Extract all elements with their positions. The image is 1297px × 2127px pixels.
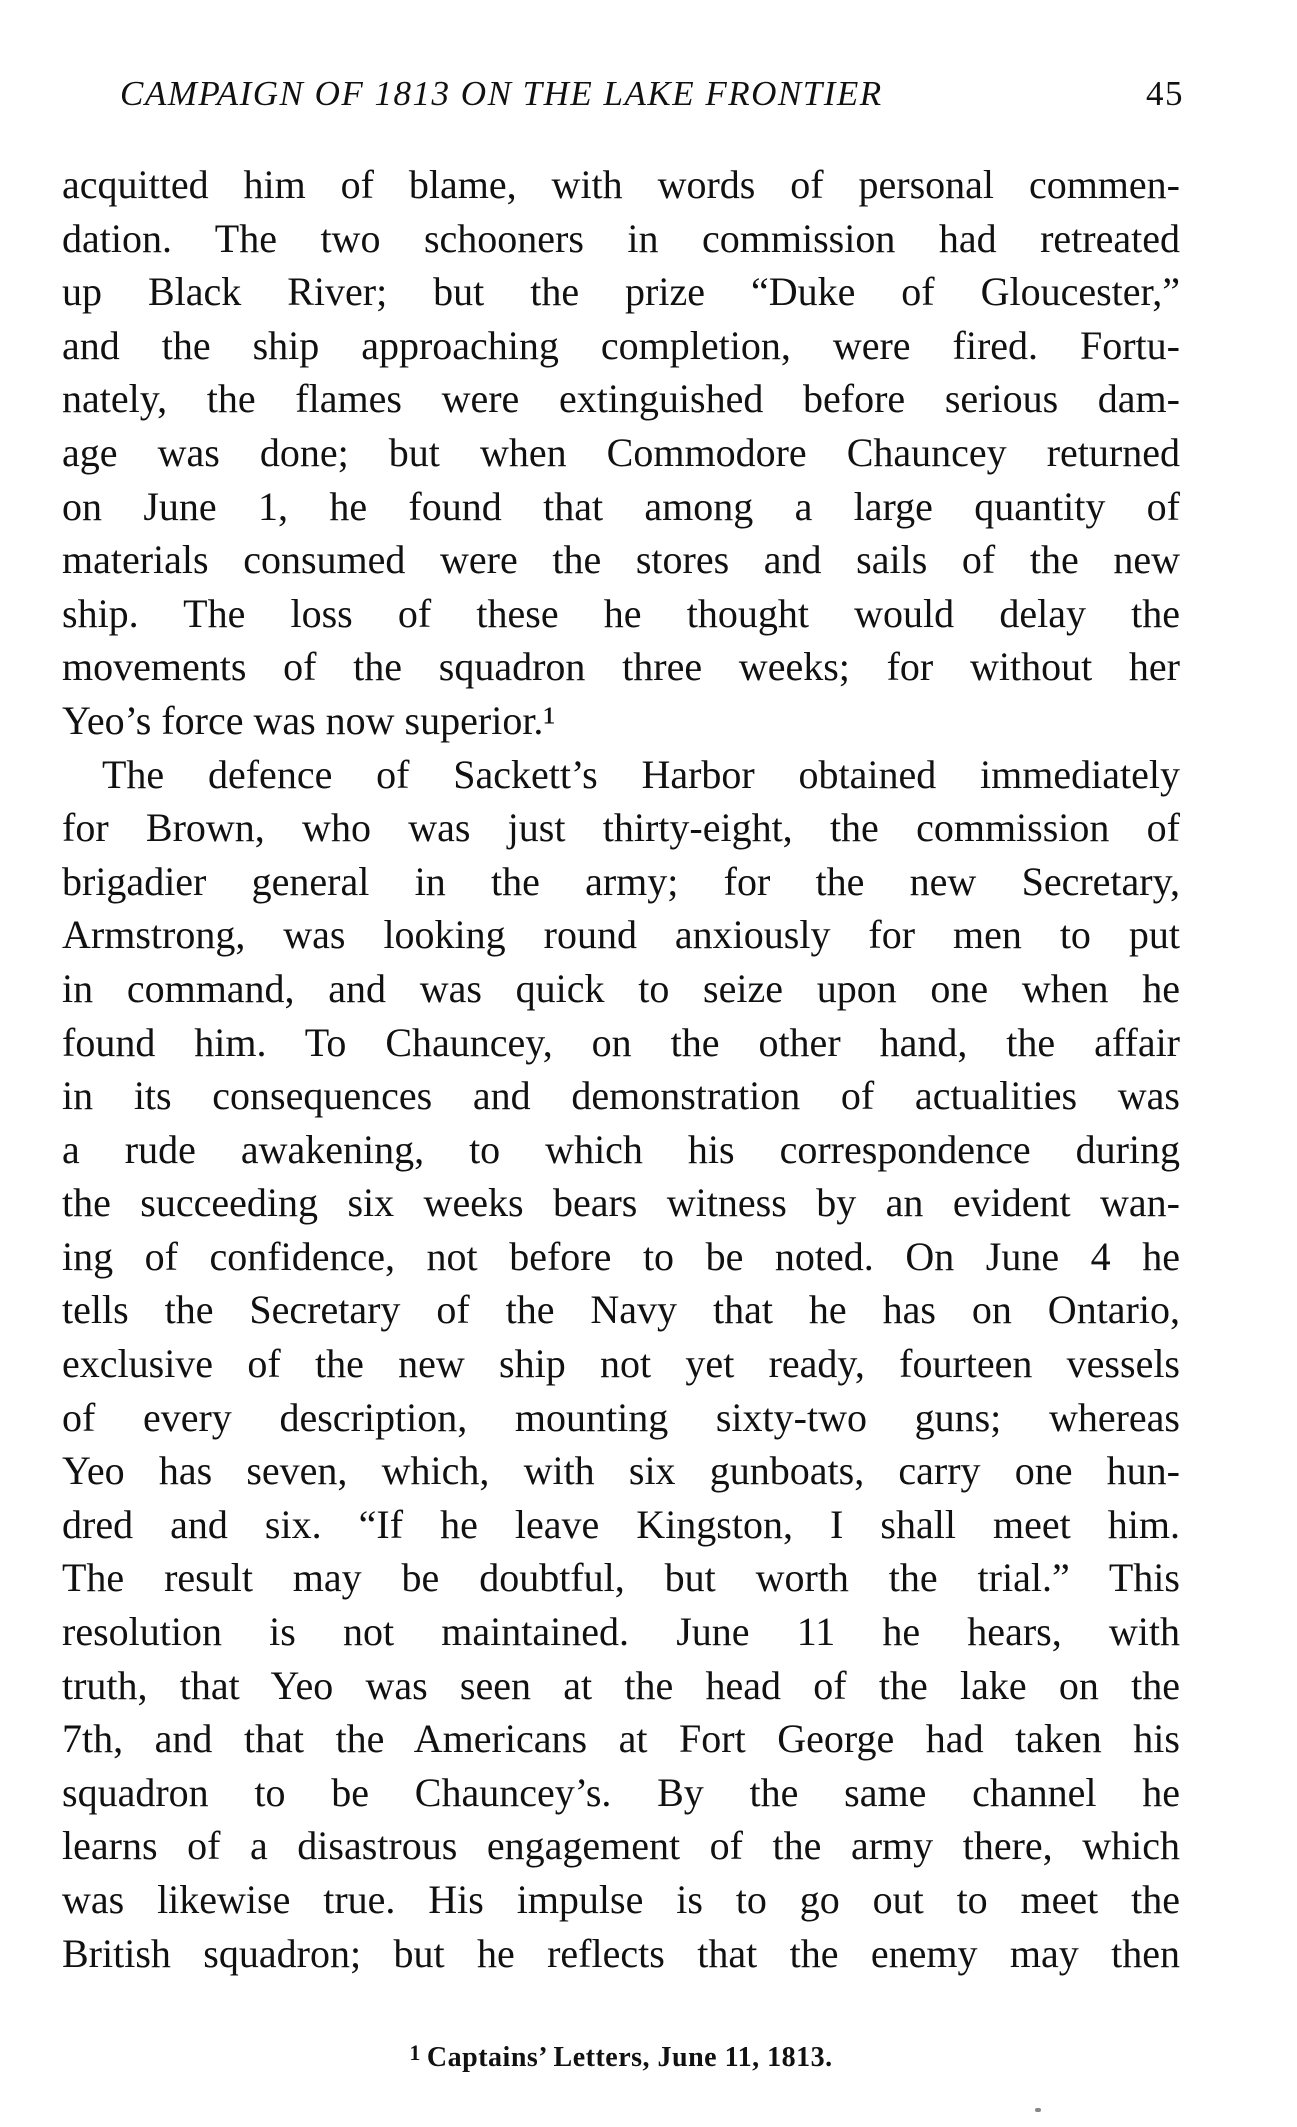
text-line: materials consumed were the stores and sails of the new <box>62 537 1180 583</box>
text-line: of every description, mounting sixty-two guns; whereas <box>62 1394 1180 1440</box>
text-line: movements of the squadron three weeks; for without her <box>62 644 1180 690</box>
footnote <box>62 2040 1180 2074</box>
text-line: British squadron; but he reflects that the enemy may then <box>62 1930 1180 1976</box>
text-line: squadron to be Chauncey’s. By the same channel he <box>62 1769 1180 1815</box>
text-line: ship. The loss of these he thought would delay the <box>62 590 1180 636</box>
body-text <box>62 158 1180 1980</box>
text-line: 7th, and that the Americans at Fort George had taken his <box>62 1716 1180 1762</box>
text-line: Armstrong, was looking round anxiously for men to put <box>62 912 1180 958</box>
running-head <box>120 74 1184 130</box>
text-line: learns of a disastrous engagement of the army there, which <box>62 1823 1180 1869</box>
text-line: exclusive of the new ship not yet ready, fourteen vessels <box>62 1341 1180 1387</box>
text-line: the succeeding six weeks bears witness by an evident wan- <box>62 1180 1180 1226</box>
running-title: CAMPAIGN OF 1813 ON THE LAKE FRONTIER <box>120 74 883 113</box>
paragraph-start-line: The defence of Sackett’s Harbor obtained immediately <box>102 751 1180 797</box>
text-line: dred and six. “If he leave Kingston, I shall meet him. <box>62 1501 1180 1547</box>
text-line: in its consequences and demonstration of actualities was <box>62 1073 1180 1119</box>
text-line: brigadier general in the army; for the new Secretary, <box>62 858 1180 904</box>
text-line: The result may be doubtful, but worth the trial.” This <box>62 1555 1180 1601</box>
footnote-marker: 1 <box>409 2040 421 2065</box>
text-line: ing of confidence, not before to be noted. On June 4 he <box>62 1233 1180 1279</box>
text-line: found him. To Chauncey, on the other hand, the affair <box>62 1019 1180 1065</box>
book-page <box>62 0 1184 2127</box>
text-line: and the ship approaching completion, were fired. Fortu- <box>62 322 1180 368</box>
text-line: tells the Secretary of the Navy that he has on Ontario, <box>62 1287 1180 1333</box>
text-line: age was done; but when Commodore Chauncey returned <box>62 429 1180 475</box>
text-line: was likewise true. His impulse is to go out to meet the <box>62 1877 1180 1922</box>
footnote-text: Captains’ Letters, June 11, 1813. <box>426 2042 833 2073</box>
page-number: 45 <box>1146 74 1184 113</box>
text-line: Yeo has seven, which, with six gunboats, carry one hun- <box>62 1448 1180 1494</box>
text-line: on June 1, he found that among a large quantity of <box>62 483 1180 529</box>
text-line: acquitted him of blame, with words of personal commen- <box>62 162 1180 207</box>
text-line: dation. The two schooners in commission had retreated <box>62 215 1180 261</box>
print-speck <box>1035 2108 1041 2112</box>
text-line: for Brown, who was just thirty-eight, the commission of <box>62 805 1180 851</box>
text-line: nately, the flames were extinguished before serious dam- <box>62 376 1180 422</box>
text-line: truth, that Yeo was seen at the head of the lake on the <box>62 1662 1180 1708</box>
text-line: in command, and was quick to seize upon one when he <box>62 965 1180 1011</box>
text-line: up Black River; but the prize “Duke of Gloucester,” <box>62 269 1180 315</box>
text-line: a rude awakening, to which his correspondence during <box>62 1126 1180 1172</box>
paragraph-end-line: Yeo’s force was now superior.¹ <box>62 697 556 743</box>
text-line: resolution is not maintained. June 11 he hears, with <box>62 1609 1180 1655</box>
